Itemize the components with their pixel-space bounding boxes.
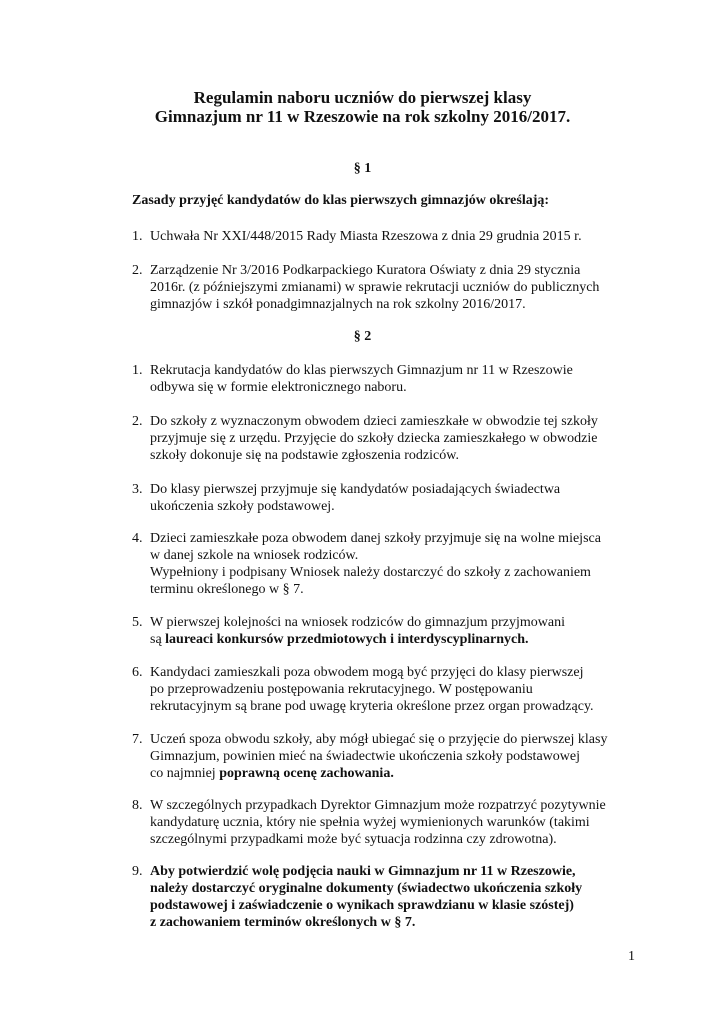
item-text-line: gimnazjów i szkół ponadgimnazjalnych na rok szkolny 2016/2017. bbox=[150, 297, 526, 312]
item-text-line: Gimnazjum, powinien mieć na świadectwie ukończenia szkoły podstawowej bbox=[150, 749, 580, 764]
item-text-line: podstawowej i zaświadczenie o wynikach sprawdzianu w klasie szóstej) bbox=[150, 898, 574, 913]
item-text-line: szkoły dokonuje się na podstawie zgłoszenia rodziców. bbox=[150, 448, 459, 463]
item-text-line: z zachowaniem terminów określonych w § 7. bbox=[150, 915, 416, 930]
item-text-emphasis: poprawną ocenę zachowania. bbox=[219, 766, 394, 781]
section-1-intro: Zasady przyjęć kandydatów do klas pierwszych gimnazjów określają: bbox=[132, 193, 550, 208]
item-text-line: Wypełniony i podpisany Wniosek należy dostarczyć do szkoły z zachowaniem bbox=[150, 565, 591, 580]
item-text-line: Uchwała Nr XXI/448/2015 Rady Miasta Rzeszowa z dnia 29 grudnia 2015 r. bbox=[150, 229, 582, 244]
item-number: 4. bbox=[132, 531, 143, 546]
item-text-line: terminu określonego w § 7. bbox=[150, 582, 304, 597]
item-text-line: Aby potwierdzić wolę podjęcia nauki w Gimnazjum nr 11 w Rzeszowie, bbox=[150, 864, 576, 879]
document-title-line-1: Regulamin naboru uczniów do pierwszej klasy bbox=[193, 88, 532, 107]
item-number: 2. bbox=[132, 263, 143, 278]
item-text-line: Uczeń spoza obwodu szkoły, aby mógł ubiegać się o przyjęcie do pierwszej klasy bbox=[150, 732, 608, 747]
item-text-line: odbywa się w formie elektronicznego naboru. bbox=[150, 380, 407, 395]
item-number: 8. bbox=[132, 798, 143, 813]
item-number: 3. bbox=[132, 482, 143, 497]
item-text-line: Do klasy pierwszej przyjmuje się kandydatów posiadających świadectwa bbox=[150, 482, 561, 497]
item-number: 1. bbox=[132, 363, 143, 378]
item-text-line: 2016r. (z późniejszymi zmianami) w sprawie rekrutacji uczniów do publicznych bbox=[150, 280, 600, 295]
item-number: 2. bbox=[132, 414, 143, 429]
item-text-line: Zarządzenie Nr 3/2016 Podkarpackiego Kuratora Oświaty z dnia 29 stycznia bbox=[150, 263, 581, 278]
item-text-emphasis: laureaci konkursów przedmiotowych i interdyscyplinarnych. bbox=[165, 632, 529, 647]
item-text-line: w danej szkole na wniosek rodziców. bbox=[150, 548, 359, 563]
item-text-line: Do szkoły z wyznaczonym obwodem dzieci zamieszkałe w obwodzie tej szkoły bbox=[150, 414, 598, 429]
item-text-line: szczególnymi przypadkami może być sytuacja rodzinna czy zdrowotna). bbox=[150, 832, 557, 847]
page-number: 1 bbox=[628, 949, 635, 964]
item-text-line: kandydaturę ucznia, który nie spełnia wyżej wymienionych warunków (takimi bbox=[150, 815, 590, 830]
item-number: 5. bbox=[132, 615, 143, 630]
item-number: 1. bbox=[132, 229, 143, 244]
section-1-mark: § 1 bbox=[353, 161, 372, 176]
item-number: 7. bbox=[132, 732, 143, 747]
item-number: 9. bbox=[132, 864, 143, 879]
document-title-line-2: Gimnazjum nr 11 w Rzeszowie na rok szkolny 2016/2017. bbox=[154, 107, 571, 126]
section-2-mark: § 2 bbox=[353, 329, 372, 344]
item-text-line bbox=[150, 631, 650, 648]
item-number: 6. bbox=[132, 665, 143, 680]
item-text-line: Dzieci zamieszkałe poza obwodem danej szkoły przyjmuje się na wolne miejsca bbox=[150, 531, 601, 546]
item-text-line: ukończenia szkoły podstawowej. bbox=[150, 499, 335, 514]
item-text-line: po przeprowadzeniu postępowania rekrutacyjnego. W postępowaniu bbox=[150, 682, 533, 697]
item-text-line bbox=[150, 765, 650, 782]
item-text-plain: są bbox=[150, 632, 166, 647]
item-text-line: W pierwszej kolejności na wniosek rodziców do gimnazjum przyjmowani bbox=[150, 615, 565, 630]
item-text-line: należy dostarczyć oryginalne dokumenty (świadectwo ukończenia szkoły bbox=[150, 881, 583, 896]
item-text-plain: co najmniej bbox=[150, 766, 220, 781]
item-text-line: przyjmuje się z urzędu. Przyjęcie do szkoły dziecka zamieszkałego w obwodzie bbox=[150, 431, 598, 446]
item-text-line: Kandydaci zamieszkali poza obwodem mogą być przyjęci do klasy pierwszej bbox=[150, 665, 584, 680]
item-text-line: rekrutacyjnym są brane pod uwagę kryteria określone przez organ prowadzący. bbox=[150, 699, 594, 714]
item-text-line: Rekrutacja kandydatów do klas pierwszych Gimnazjum nr 11 w Rzeszowie bbox=[150, 363, 573, 378]
item-text-line: W szczególnych przypadkach Dyrektor Gimnazjum może rozpatrzyć pozytywnie bbox=[150, 798, 606, 813]
